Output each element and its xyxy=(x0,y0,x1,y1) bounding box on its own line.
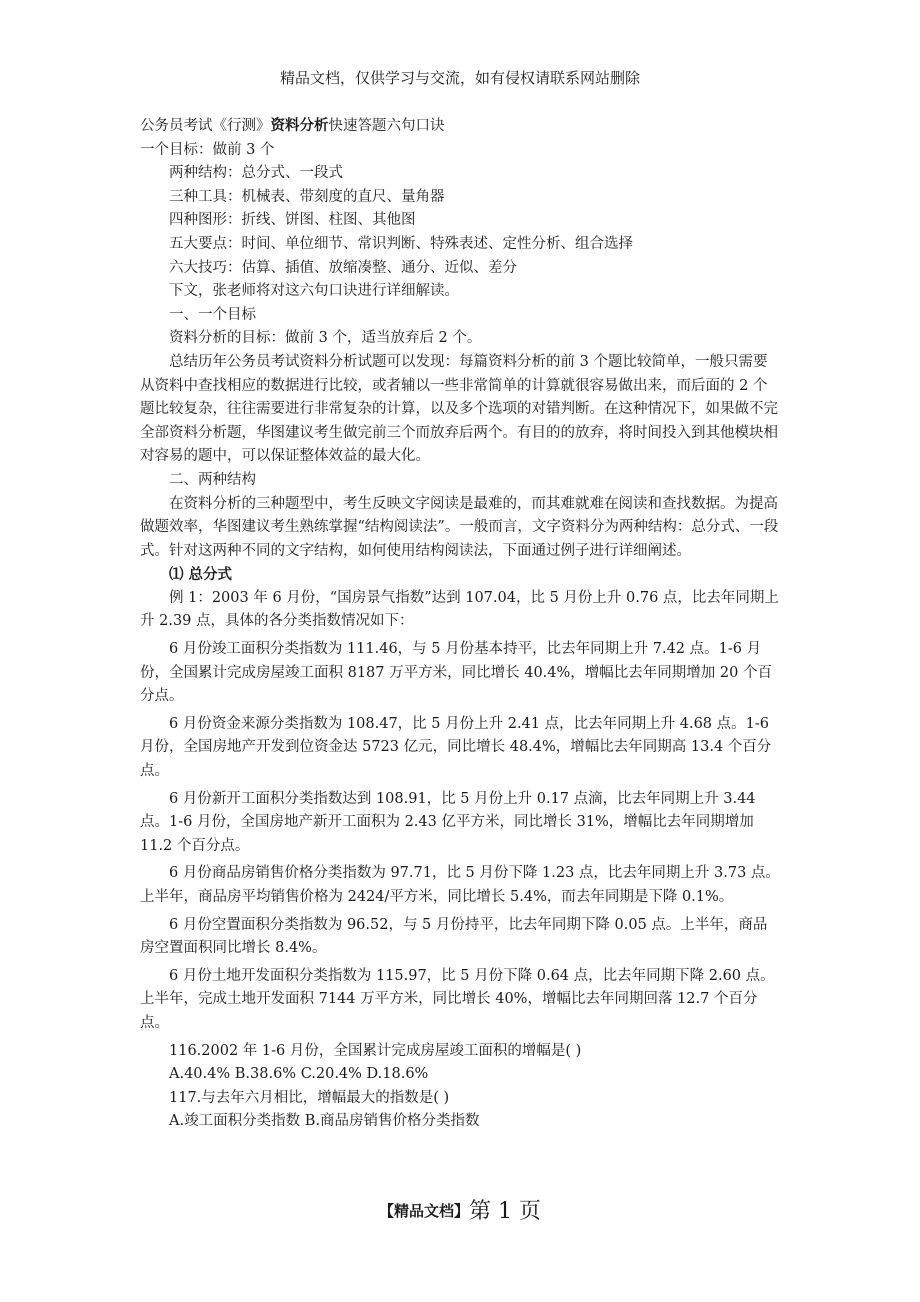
summary-skills: 六大技巧：估算、插值、放缩凑整、通分、近似、差分 xyxy=(169,259,517,276)
example-paragraph: 6 月份资金来源分类指数为 108.47，比 5 月份上升 2.41 点，比去年同期上升 4.68 点。1-6 月份，全国房地产开发到位资金达 5723 亿元，同比增长 48.4%，增幅比去年同期高 13.4 个百分点。 xyxy=(140,715,772,780)
example-paragraph: 6 月份新开工面积分类指数达到 108.91，比 5 月份上升 0.17 点滴，比去年同期上升 3.44 点。1-6 月份，全国房地产新开工面积为 2.43 亿平方米，同比增长 31%，增幅比去年同期增加 11.2 个百分点。 xyxy=(140,790,756,854)
section2-heading: 二、两种结构 xyxy=(169,471,256,488)
page-footer xyxy=(0,1197,920,1226)
title-prefix: 公务员考试《行测》 xyxy=(140,118,271,134)
page-number: 第 1 页 xyxy=(469,1199,541,1224)
summary-goal: 一个目标：做前 3 个 xyxy=(140,141,275,158)
section1-p1: 资料分析的目标：做前 3 个，适当放弃后 2 个。 xyxy=(169,330,482,347)
example-paragraph: 6 月份土地开发面积分类指数为 115.97，比 5 月份下降 0.64 点，比去年同期下降 2.60 点。上半年，完成土地开发面积 7144 万平方米，同比增长 40%，增幅比去年同期回落 12.7 个百分点。 xyxy=(140,967,775,1031)
question-116-options: A.40.4% B.38.6% C.20.4% D.18.6% xyxy=(169,1066,429,1083)
summary-intro: 下文，张老师将对这六句口诀进行详细解读。 xyxy=(169,283,459,300)
document-body xyxy=(140,114,780,1134)
example-paragraph: 6 月份空置面积分类指数为 96.52，与 5 月份持平，比去年同期下降 0.05 点。上半年，商品房空置面积同比增长 8.4%。 xyxy=(140,916,768,957)
page-header xyxy=(0,68,920,88)
document-title xyxy=(140,114,780,139)
section1-p2: 总结历年公务员考试资料分析试题可以发现：每篇资料分析的前 3 个题比较简单，一般只需要从资料中查找相应的数据进行比较，或者辅以一些非常简单的计算就很容易做出来，而后面的 2 个题比较复杂，往往需要进行非常复杂的计算，以及多个选项的对错判断。在这种情况下，如果做不完全部资料分析题，华图建议考生做完前三个而放弃后两个。有目的的放弃，将时间投入到其他模块相对容易的题中，可以保证整体效益的最大化。 xyxy=(140,353,778,465)
summary-charts: 四种图形：折线、饼图、柱图、其他图 xyxy=(169,212,416,229)
summary-points: 五大要点：时间、单位细节、常识判断、特殊表述、定性分析、组合选择 xyxy=(169,235,633,252)
question-117: 117.与去年六月相比，增幅最大的指数是( ) xyxy=(169,1089,450,1106)
header-text: 精品文档，仅供学习与交流，如有侵权请联系网站删除 xyxy=(279,69,640,87)
question-117-options: A.竣工面积分类指数 B.商品房销售价格分类指数 xyxy=(169,1113,480,1130)
footer-tag: 【精品文档】 xyxy=(379,1202,470,1220)
title-bold: 资料分析 xyxy=(270,117,329,134)
section2-subheading: ⑴ 总分式 xyxy=(169,566,233,584)
summary-structures: 两种结构：总分式、一段式 xyxy=(169,165,343,182)
example-paragraph: 6 月份竣工面积分类指数为 111.46，与 5 月份基本持平，比去年同期上升 7.42 点。1-6 月份，全国累计完成房屋竣工面积 8187 万平方米，同比增长 40.4%，增幅比去年同期增加 20 个百分点。 xyxy=(140,641,772,705)
question-116: 116.2002 年 1-6 月份，全国累计完成房屋竣工面积的增幅是( ) xyxy=(169,1042,582,1059)
section2-p1: 在资料分析的三种题型中，考生反映文字阅读是最难的，而其难就难在阅读和查找数据。为提高做题效率，华图建议考生熟练掌握“结构阅读法”。一般而言，文字资料分为两种结构：总分式、一段式。针对这两种不同的文字结构，如何使用结构阅读法，下面通过例子进行详细阐述。 xyxy=(140,495,779,559)
title-suffix: 快速答题六句口诀 xyxy=(328,118,445,134)
section1-heading: 一、一个目标 xyxy=(169,306,256,323)
summary-tools: 三种工具：机械表、带刻度的直尺、量角器 xyxy=(169,188,445,205)
example-paragraph: 6 月份商品房销售价格分类指数为 97.71，比 5 月份下降 1.23 点，比去年同期上升 3.73 点。上半年，商品房平均销售价格为 2424/平方米，同比增长 5.4%，而去年同期是下降 0.1%。 xyxy=(140,865,780,905)
example-intro: 例 1：2003 年 6 月份，“国房景气指数”达到 107.04，比 5 月份上升 0.76 点，比去年同期上升 2.39 点，具体的各分类指数情况如下： xyxy=(140,589,779,630)
